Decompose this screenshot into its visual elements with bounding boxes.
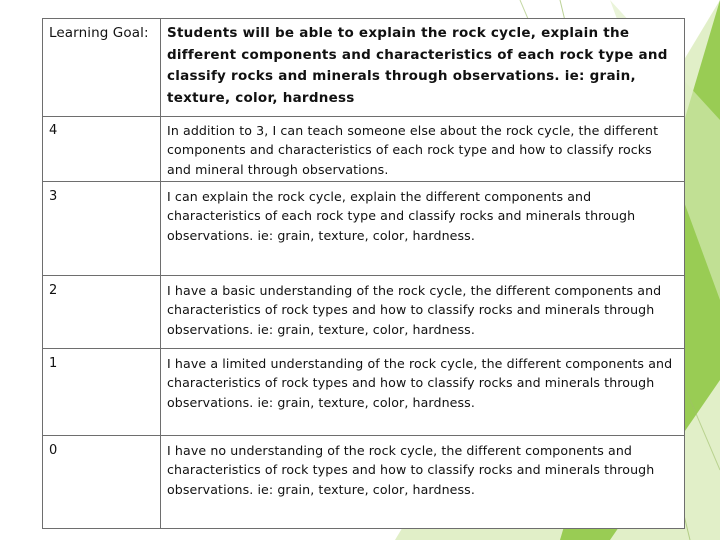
score-level: 1 [43,349,161,436]
score-description: In addition to 3, I can teach someone else about the rock cycle, the different components and characteristics of each rock type and how to classify rocks and mineral through observations. [161,117,685,182]
score-level: 4 [43,117,161,182]
rubric-row-3 [43,182,685,276]
score-description: I have a basic understanding of the rock cycle, the different components and characteristics of rock types and how to classify rocks and minerals through observations. ie: grain, texture, color, hardness. [161,276,685,349]
learning-goal-row [43,19,685,117]
score-level: 0 [43,436,161,529]
rubric-row-2 [43,276,685,349]
score-level: 2 [43,276,161,349]
score-description: I have a limited understanding of the rock cycle, the different components and characteristics of rock types and how to classify rocks and minerals through observations. ie: grain, texture, color, hardness. [161,349,685,436]
rubric-row-0 [43,436,685,529]
learning-goal-text: Students will be able to explain the rock cycle, explain the different components and characteristics of each rock type and classify rocks and minerals through observations. ie: grain, texture, color, hardness [161,19,685,117]
score-level: 3 [43,182,161,276]
learning-goal-label: Learning Goal: [43,19,161,117]
rubric-row-4 [43,117,685,182]
rubric-table [42,18,685,529]
score-description: I have no understanding of the rock cycle, the different components and characteristics of rock types and how to classify rocks and minerals through observations. ie: grain, texture, color, hardness. [161,436,685,529]
score-description: I can explain the rock cycle, explain the different components and characteristics of each rock type and classify rocks and minerals through observations. ie: grain, texture, color, hardness. [161,182,685,276]
rubric-row-1 [43,349,685,436]
